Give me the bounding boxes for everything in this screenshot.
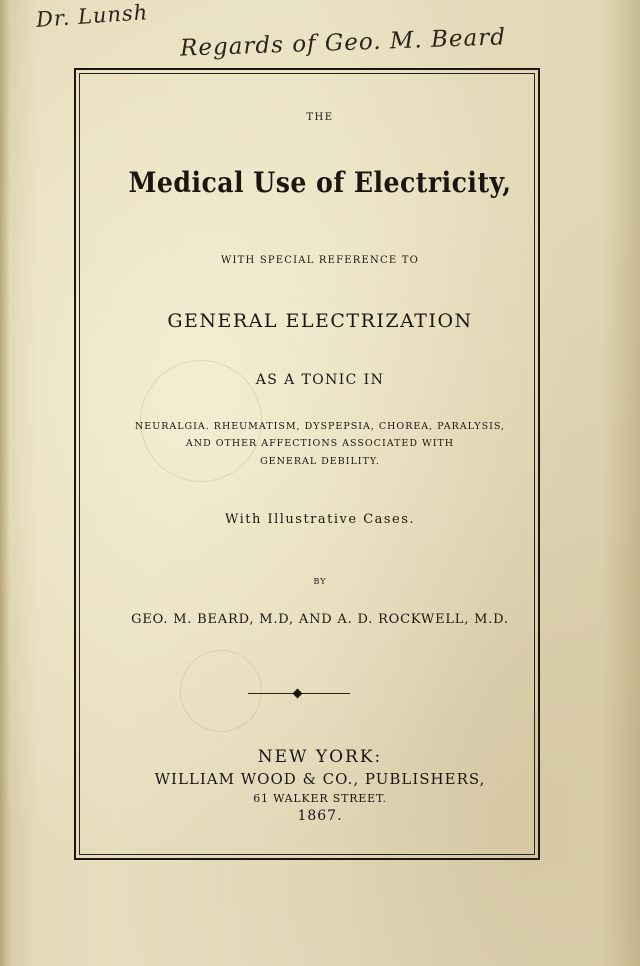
ailments-line: NEURALGIA. RHEUMATISM, DYSPEPSIA, CHOREA, PARALYSIS, [134,421,506,432]
authors-line: GEO. M. BEARD, M.D, AND A. D. ROCKWELL, M.D. [131,612,509,627]
handwritten-inscription-recipient: Dr. Lunsh [35,0,149,32]
illustrative-cases-line: With Illustrative Cases. [224,512,416,527]
title-article: THE [306,112,334,123]
ailments-line: GENERAL DEBILITY. [260,456,380,467]
handwritten-inscription-regards: Regards of Geo. M. Beard [179,24,507,62]
imprint-year: 1867. [297,808,343,824]
ornamental-rule [248,693,350,694]
imprint-publisher: WILLIAM WOOD & CO., PUBLISHERS, [154,770,486,788]
imprint-city: NEW YORK: [257,747,383,767]
main-title: Medical Use of Electricity, [128,166,512,199]
ailments-line: AND OTHER AFFECTIONS ASSOCIATED WITH [185,438,455,449]
by-line: BY [313,577,327,586]
subject-heading: GENERAL ELECTRIZATION [167,310,473,332]
imprint-street: 61 WALKER STREET. [253,792,387,805]
tonic-line: AS A TONIC IN [255,372,385,388]
special-reference-line: WITH SPECIAL REFERENCE TO [221,255,419,266]
